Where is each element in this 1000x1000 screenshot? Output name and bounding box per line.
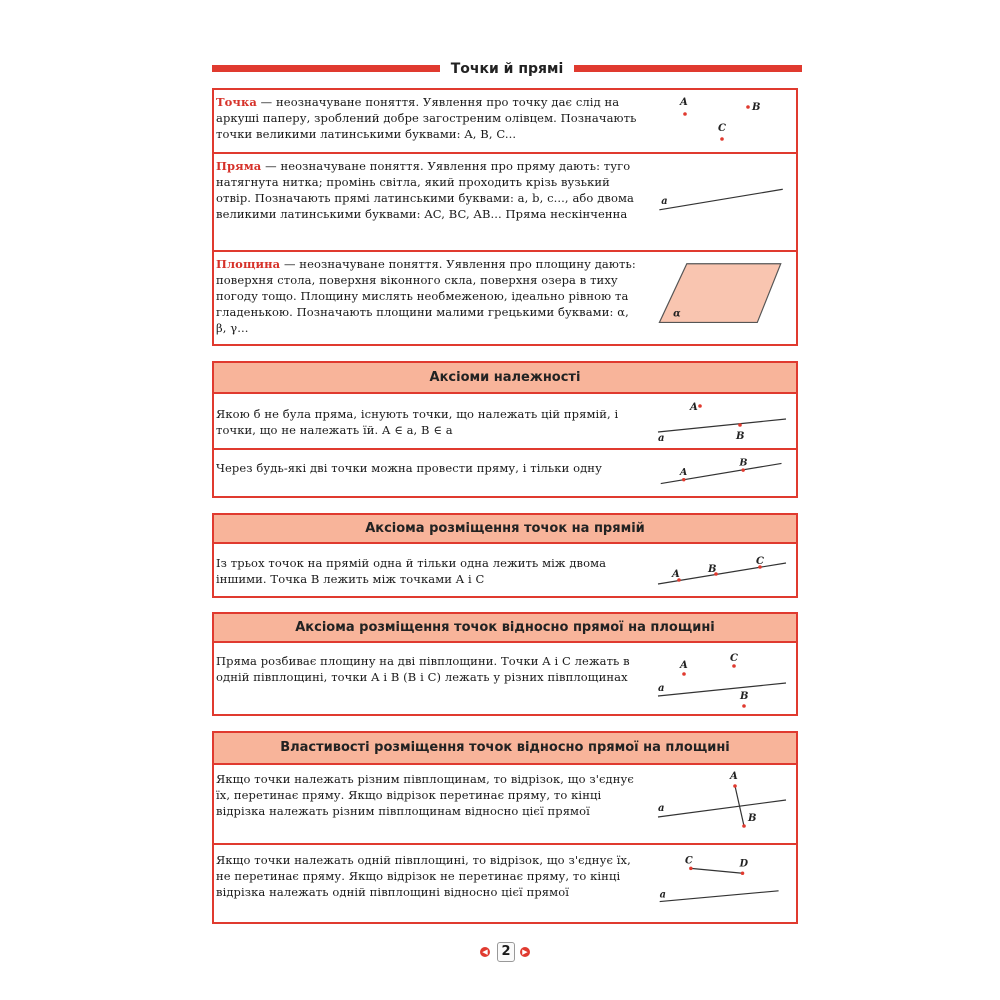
line-a-label: a xyxy=(658,433,665,444)
point-c-dot xyxy=(720,137,724,141)
point-b-label: B xyxy=(752,102,761,113)
point-b-dot xyxy=(741,468,744,471)
same-side-segment-figure xyxy=(652,845,796,922)
property-text: Якщо точки належать різним півплощинам, то відрізок, що з'єднує їх, перетинає пряму. Якщо відрізок перетинає пряму, то кінці відрізка належать різним півплощинам відносно цієї прямої xyxy=(216,772,634,818)
section-title: Властивості розміщення точок відносно прямої на площині xyxy=(214,733,796,765)
line-a xyxy=(658,419,786,432)
page-title: Точки й прямі xyxy=(450,61,564,77)
section-membership-axioms xyxy=(212,361,798,498)
point-c-dot xyxy=(732,664,736,668)
point-d-label: D xyxy=(739,858,749,870)
crossing-segment-figure xyxy=(652,765,796,843)
axiom-row xyxy=(214,448,796,496)
term-point: Точка xyxy=(216,95,257,109)
point-a-dot xyxy=(682,672,686,676)
prev-page-icon[interactable]: ◀ xyxy=(480,947,490,957)
point-b-dot xyxy=(742,704,746,708)
term-plane: Площина xyxy=(216,257,281,271)
point-a-label: A xyxy=(672,569,680,580)
point-a-dot xyxy=(683,112,687,116)
section-points-on-line-axiom xyxy=(212,513,798,598)
plane-alpha-label: α xyxy=(673,308,681,320)
point-b-label: B xyxy=(740,691,749,702)
point-b-label: B xyxy=(736,431,745,442)
property-row xyxy=(214,765,796,843)
line-a xyxy=(658,683,786,696)
section-title: Аксіоми належності xyxy=(214,363,796,394)
definition-line-text: Пряма — неозначуване поняття. Уявлення про пряму дають: туго натягнута нитка; промінь світла, який проходить крізь вузький отвір. Позначають прямі латинськими буквами: a, b, c..., або двома великими латинськими буквами: AC, BC, AB... Пряма нескінченна xyxy=(216,159,634,221)
definition-plane-text: Площина — неозначуване поняття. Уявлення про площину дають: поверхня стола, поверхня віконного скла, поверхня озера в тиху погоду тощо. Площину мислять необмеженою, ідеально рівною та гладенькою. Позначають площини малими грецькими буквами: α, β, γ... xyxy=(216,257,636,335)
line-a-label: a xyxy=(658,683,665,694)
point-b-label: B xyxy=(739,457,748,469)
axiom-row xyxy=(214,394,796,448)
point-b-dot xyxy=(738,423,742,427)
section-half-plane-properties xyxy=(212,731,798,924)
point-b-dot xyxy=(746,105,750,109)
three-points-figure xyxy=(652,544,796,596)
membership-figure xyxy=(652,394,796,448)
point-d-dot xyxy=(741,872,745,876)
point-a-label: A xyxy=(690,402,698,413)
section-title: Аксіома розміщення точок на прямій xyxy=(214,515,796,544)
point-c-dot xyxy=(689,867,693,871)
axiom-text: Пряма розбиває площину на дві півплощини. Точки A і C лежать в одній півплощині, точки A і B (B і C) лежать у різних півплощинах xyxy=(216,654,630,684)
point-a-dot xyxy=(733,784,737,788)
definition-point xyxy=(214,90,796,152)
point-c-label: C xyxy=(730,653,738,664)
plane-figure xyxy=(652,252,796,344)
page-title-bar xyxy=(212,58,802,80)
definition-line xyxy=(214,152,796,250)
axiom-text: Із трьох точок на прямій одна й тільки одна лежить між двома іншими. Точка B лежить між точками A і C xyxy=(216,556,607,586)
line-a-label: a xyxy=(658,803,665,814)
axiom-text: Якою б не була пряма, існують точки, що належать цій прямій, і точки, що не належать їй. A ∈ a, B ∈ a xyxy=(216,407,619,437)
point-b-label: B xyxy=(748,813,757,824)
definitions-box xyxy=(212,88,798,346)
line-figure xyxy=(652,154,796,250)
axiom-text: Через будь-які дві точки можна провести пряму, і тільки одну xyxy=(216,461,602,475)
point-b-label: B xyxy=(708,564,717,575)
point-a-label: A xyxy=(679,466,688,478)
segment-cd xyxy=(691,868,743,873)
page-number: 2 xyxy=(497,942,515,962)
line-a-label: a xyxy=(661,195,668,207)
definition-plane xyxy=(214,250,796,344)
point-a-label: A xyxy=(680,97,688,108)
line xyxy=(661,463,782,483)
point-b-dot xyxy=(742,824,746,828)
page-navigation xyxy=(476,942,534,962)
axiom-row xyxy=(214,643,796,714)
line-a-label: a xyxy=(659,889,666,901)
line-a xyxy=(659,189,782,210)
line-a xyxy=(660,891,779,902)
section-half-planes-axiom xyxy=(212,612,798,716)
point-c-label: C xyxy=(756,556,764,567)
point-c-label: C xyxy=(685,855,693,867)
point-a-dot xyxy=(698,404,702,408)
title-rule-left xyxy=(212,65,440,72)
half-planes-figure xyxy=(652,643,796,714)
title-rule-right xyxy=(574,65,802,72)
next-page-icon[interactable]: ▶ xyxy=(520,947,530,957)
two-points-line-figure xyxy=(652,450,796,496)
property-text: Якщо точки належать одній півплощині, то відрізок, що з'єднує їх, не перетинає пряму. Якщо відрізок не перетинає пряму, то кінці відрізка належать одній півплощині відносно цієї прямої xyxy=(216,853,631,899)
point-a-label: A xyxy=(680,660,688,671)
point-a-dot xyxy=(682,478,685,481)
point-a-label: A xyxy=(730,771,738,782)
axiom-row xyxy=(214,544,796,596)
points-figure xyxy=(652,90,796,152)
term-line: Пряма xyxy=(216,159,262,173)
point-c-label: C xyxy=(718,123,726,134)
property-row xyxy=(214,843,796,922)
definition-point-text: Точка — неозначуване поняття. Уявлення про точку дає слід на аркуші паперу, зроблений добре загостреним олівцем. Позначають точки великими латинськими буквами: A, B, C... xyxy=(216,95,637,141)
line-a xyxy=(658,800,786,817)
section-title: Аксіома розміщення точок відносно прямої на площині xyxy=(214,614,796,643)
